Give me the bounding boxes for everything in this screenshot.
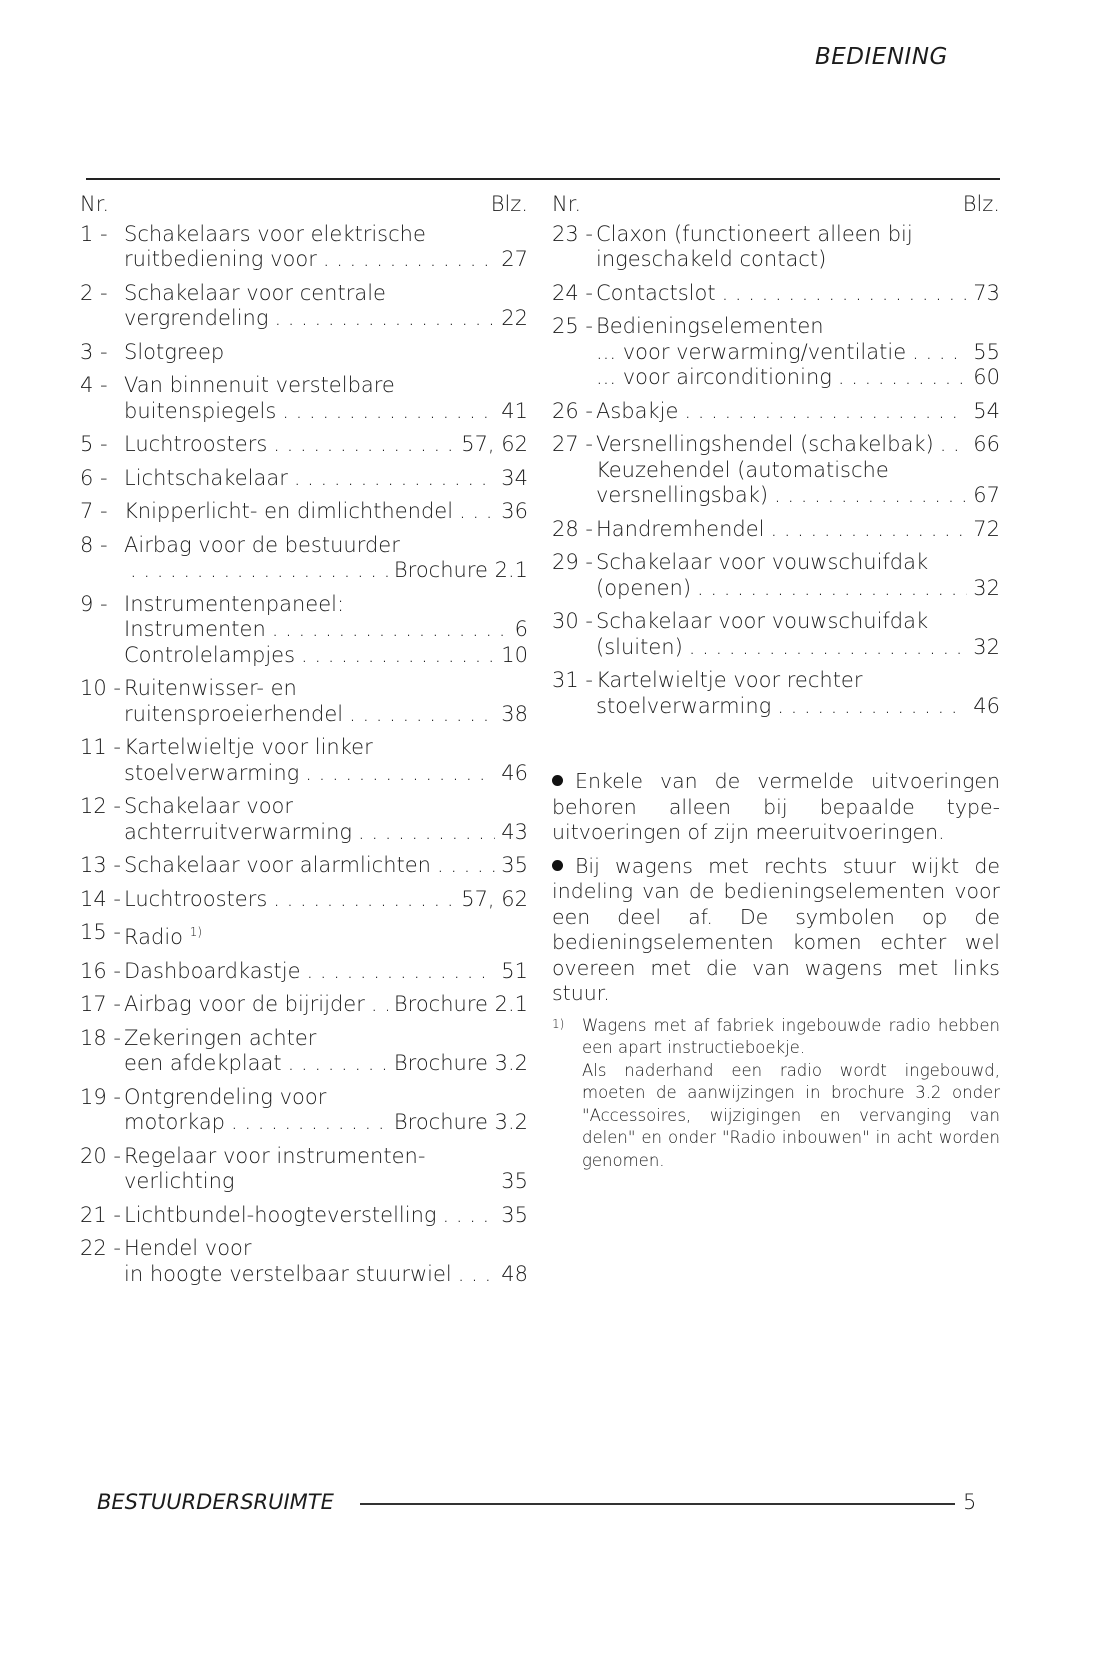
list-item <box>552 432 1000 509</box>
item-line <box>124 558 528 584</box>
list-item <box>80 959 528 985</box>
page-heading: Blz. <box>962 192 1000 216</box>
item-line <box>124 466 528 492</box>
item-line <box>596 576 1000 602</box>
item-text: buitenspiegels <box>124 398 277 423</box>
item-text: Instrumentenpaneel: <box>124 591 345 616</box>
right-column <box>552 192 1000 1172</box>
list-item <box>80 920 528 951</box>
item-number: 8 - <box>80 532 108 557</box>
item-line <box>124 887 528 913</box>
item-line <box>124 643 528 669</box>
item-lines <box>124 1144 528 1195</box>
item-line <box>124 959 528 985</box>
page-ref: 72 <box>973 516 1000 541</box>
item-text: Airbag voor de bestuurder <box>124 532 400 557</box>
item-text: Dashboardkastje <box>124 958 301 983</box>
item-line <box>124 432 528 458</box>
item-number: 2 - <box>80 280 108 305</box>
item-line <box>596 432 1000 458</box>
item-text: stoelverwarming <box>596 693 772 718</box>
item-line <box>596 399 1000 425</box>
item-text: Claxon (functioneert alleen bij <box>596 221 913 246</box>
item-number: 28 - <box>552 516 593 541</box>
list-item <box>80 1026 528 1077</box>
item-text: Kartelwieltje voor rechter <box>596 668 863 692</box>
list-item <box>80 1203 528 1229</box>
page-ref: 10 <box>501 642 528 667</box>
list-item <box>80 794 528 845</box>
item-text: Controlelampjes <box>124 642 296 667</box>
item-lines <box>124 920 528 951</box>
item-line <box>124 340 528 366</box>
item-text: (sluiten) <box>596 634 683 659</box>
item-lines <box>124 1085 528 1136</box>
item-lines <box>124 592 528 669</box>
page-ref: 60 <box>973 365 1000 389</box>
page-ref: 51 <box>501 958 528 983</box>
item-line <box>124 853 528 879</box>
page-ref: 35 <box>501 1169 528 1193</box>
item-line <box>124 306 528 332</box>
item-line <box>596 635 1000 661</box>
item-lines <box>124 887 528 913</box>
dot-leader <box>777 694 967 720</box>
item-lines <box>596 432 1000 509</box>
item-number: 24 - <box>552 280 593 305</box>
dot-leader <box>770 517 967 543</box>
item-lines <box>124 222 528 273</box>
item-lines <box>596 550 1000 601</box>
page-ref: 41 <box>501 398 528 423</box>
item-text: Van binnenuit verstelbare <box>124 373 395 397</box>
item-line <box>596 609 1000 635</box>
item-lines <box>124 373 528 424</box>
list-item <box>80 1236 528 1287</box>
item-lines <box>596 609 1000 660</box>
item-text: Airbag voor de bijrijder <box>124 992 365 1016</box>
dot-leader <box>912 340 967 366</box>
item-text: een afdekplaat <box>124 1051 282 1075</box>
list-item <box>80 373 528 424</box>
page-ref: 35 <box>501 1202 528 1227</box>
nr-heading: Nr. <box>80 192 110 216</box>
item-lines <box>124 853 528 879</box>
item-text: Hendel voor <box>124 1236 252 1260</box>
item-text: Knipperlicht- en dimlichthendel <box>124 499 454 523</box>
list-item <box>552 550 1000 601</box>
item-line <box>124 399 528 425</box>
item-line <box>596 340 1000 366</box>
column-header <box>552 192 1000 218</box>
item-lines <box>124 281 528 332</box>
item-text: Handremhendel <box>596 516 765 541</box>
dot-leader <box>684 399 967 425</box>
footnote-ref: 1) <box>189 925 203 939</box>
item-line <box>124 1203 528 1229</box>
dot-leader <box>443 1203 496 1229</box>
dot-leader <box>349 702 495 728</box>
list-item <box>552 222 1000 273</box>
list-item <box>552 609 1000 660</box>
item-line <box>596 281 1000 307</box>
page-ref: 32 <box>973 575 1000 600</box>
item-number: 21 - <box>80 1202 121 1227</box>
item-text: Regelaar voor instrumenten- <box>124 1143 426 1168</box>
item-text: Luchtroosters <box>124 432 268 456</box>
item-lines <box>124 466 528 492</box>
list-item <box>80 592 528 669</box>
dot-leader <box>323 247 495 273</box>
item-number: 11 - <box>80 735 121 759</box>
item-lines <box>124 1026 528 1077</box>
item-text: Contactslot <box>596 280 716 305</box>
dot-leader <box>940 432 968 458</box>
item-line <box>124 794 528 820</box>
item-lines <box>596 399 1000 425</box>
item-lines <box>596 314 1000 391</box>
page-ref: 73 <box>973 280 1000 305</box>
page-ref: 32 <box>973 634 1000 659</box>
item-line <box>124 222 528 248</box>
item-number: 1 - <box>80 221 108 246</box>
item-number: 16 - <box>80 958 121 983</box>
footnote-mark: 1) <box>552 1016 565 1031</box>
item-lines <box>124 533 528 584</box>
section-header: BEDIENING <box>815 44 948 70</box>
item-text: motorkap <box>124 1110 226 1134</box>
dot-leader <box>697 576 967 602</box>
dot-leader <box>307 959 496 985</box>
item-number: 14 - <box>80 886 121 911</box>
item-line <box>124 1026 528 1052</box>
item-line <box>124 1144 528 1170</box>
list-item <box>552 517 1000 543</box>
item-line <box>124 920 528 951</box>
dot-leader <box>459 499 495 525</box>
dot-leader <box>689 635 967 661</box>
item-text: ingeschakeld contact) <box>596 247 827 271</box>
item-text: Ruitenwisser- en <box>124 676 297 700</box>
item-line <box>124 617 528 643</box>
list-item <box>80 466 528 492</box>
page-ref: 38 <box>501 701 528 726</box>
item-text: Bedieningselementen <box>596 314 824 338</box>
list-item <box>80 853 528 879</box>
list-item <box>80 676 528 727</box>
item-line <box>596 550 1000 576</box>
item-text: Asbakje <box>596 398 679 423</box>
chapter-footer: BESTUURDERSRUIMTE <box>97 1490 334 1514</box>
item-line <box>124 1236 528 1262</box>
item-number: 7 - <box>80 499 108 523</box>
item-number: 31 - <box>552 668 593 692</box>
dot-leader <box>130 558 388 584</box>
item-line <box>124 499 528 525</box>
item-text: Keuzehendel (automatische <box>596 457 889 482</box>
item-line <box>596 365 1000 391</box>
item-lines <box>596 668 1000 719</box>
item-line <box>596 222 1000 248</box>
item-line <box>124 281 528 307</box>
item-text: ruitbediening voor <box>124 247 317 271</box>
item-line <box>124 247 528 273</box>
note-bullet: Bij wagens met rechts stuur wijkt de indeling van de bedieningselementen voor een deel af. De symbolen op de bedieningselementen komen echter wel overeen met die van wagens met links stuur. <box>552 853 1000 1005</box>
item-number: 13 - <box>80 853 121 877</box>
item-text: versnellingsbak) <box>596 483 769 507</box>
item-text: (openen) <box>596 575 692 600</box>
item-text: verlichting <box>124 1169 235 1193</box>
item-line <box>596 247 1000 273</box>
item-number: 27 - <box>552 432 593 456</box>
list-item <box>80 992 528 1018</box>
list-item <box>552 314 1000 391</box>
list-item <box>552 281 1000 307</box>
item-text: in hoogte verstelbaar stuurwiel <box>124 1261 452 1286</box>
bullet-icon <box>552 860 563 871</box>
dot-leader <box>722 281 968 307</box>
item-line <box>596 314 1000 340</box>
item-lines <box>124 432 528 458</box>
page-ref: 54 <box>973 398 1000 423</box>
item-lines <box>124 499 528 525</box>
control-list-right <box>552 222 1000 720</box>
item-text: Lichtschakelaar <box>124 465 288 490</box>
dot-leader <box>274 306 495 332</box>
item-line <box>124 702 528 728</box>
list-item <box>80 887 528 913</box>
item-line <box>124 533 528 559</box>
item-lines <box>124 1236 528 1287</box>
list-item <box>80 499 528 525</box>
control-list-left <box>80 222 528 1288</box>
item-text: Slotgreep <box>124 339 225 364</box>
footnote-text: Als naderhand een radio wordt ingebouwd, moeten de aanwijzingen in brochure 3.2 onder "Accessoires, wijzigingen en vervanging van delen" en onder "Radio inbouwen" in acht worden genomen. <box>582 1060 1000 1170</box>
list-item <box>80 281 528 332</box>
list-item <box>552 668 1000 719</box>
item-text: Luchtroosters <box>124 886 268 911</box>
page-ref: Brochure 3.2 <box>393 1051 528 1075</box>
item-text: ... voor airconditioning <box>596 365 832 389</box>
dot-leader <box>305 761 495 787</box>
item-number: 22 - <box>80 1236 121 1260</box>
item-line <box>596 694 1000 720</box>
item-line <box>124 1169 528 1195</box>
item-text: Schakelaar voor <box>124 794 294 818</box>
item-text: Kartelwieltje voor linker <box>124 735 373 759</box>
dot-leader <box>458 1262 496 1288</box>
item-line <box>124 592 528 618</box>
dot-leader <box>273 887 455 913</box>
dot-leader <box>301 643 495 669</box>
page-ref: 66 <box>973 432 1000 456</box>
item-line <box>596 483 1000 509</box>
list-item <box>552 399 1000 425</box>
item-number: 25 - <box>552 314 593 338</box>
item-number: 30 - <box>552 609 593 633</box>
item-lines <box>124 794 528 845</box>
page-ref: 35 <box>501 853 528 877</box>
page-ref: 46 <box>501 760 528 785</box>
spacer <box>235 1169 502 1195</box>
item-lines <box>596 281 1000 307</box>
item-number: 20 - <box>80 1143 121 1168</box>
item-line <box>124 761 528 787</box>
item-lines <box>596 517 1000 543</box>
item-lines <box>124 735 528 786</box>
item-line <box>124 735 528 761</box>
list-item <box>80 533 528 584</box>
page-number: 5 <box>963 1490 977 1514</box>
page-ref: 57, 62 <box>461 886 528 911</box>
item-text: ... voor verwarming/ventilatie <box>596 339 907 364</box>
item-text: Lichtbundel-hoogteverstelling <box>124 1202 437 1227</box>
list-item <box>80 340 528 366</box>
dot-leader <box>437 853 495 879</box>
item-number: 17 - <box>80 992 121 1016</box>
dot-leader <box>231 1110 388 1136</box>
dot-leader <box>282 399 495 425</box>
list-item <box>80 1144 528 1195</box>
item-number: 6 - <box>80 465 108 490</box>
page-ref: Brochure 3.2 <box>393 1110 528 1134</box>
item-number: 10 - <box>80 676 121 700</box>
item-text: Zekeringen achter <box>124 1025 317 1050</box>
item-text: Schakelaar voor vouwschuifdak <box>596 609 929 633</box>
notes <box>552 769 1000 1172</box>
list-item <box>80 735 528 786</box>
dot-leader <box>288 1051 388 1077</box>
item-line <box>596 668 1000 694</box>
dot-leader <box>838 365 967 391</box>
item-text: Schakelaar voor vouwschuifdak <box>596 550 929 574</box>
item-number: 23 - <box>552 221 593 246</box>
item-text: Versnellingshendel (schakelbak) <box>596 432 934 456</box>
nr-heading: Nr. <box>552 192 582 216</box>
list-item <box>80 222 528 273</box>
item-number: 15 - <box>80 920 121 944</box>
item-lines <box>124 676 528 727</box>
item-line <box>124 1110 528 1136</box>
footer-rule <box>360 1503 955 1505</box>
item-line <box>124 1262 528 1288</box>
item-number: 3 - <box>80 339 108 364</box>
item-number: 4 - <box>80 373 108 397</box>
item-number: 18 - <box>80 1025 121 1050</box>
item-text: Ontgrendeling voor <box>124 1084 327 1109</box>
item-lines <box>124 1203 528 1229</box>
dot-leader <box>774 483 967 509</box>
left-column <box>80 192 528 1295</box>
item-number: 9 - <box>80 591 108 616</box>
page-ref: Brochure 2.1 <box>393 558 528 582</box>
item-text: Instrumenten <box>124 617 266 641</box>
page-ref: 48 <box>501 1261 528 1286</box>
item-line <box>124 1085 528 1111</box>
item-lines <box>124 992 528 1018</box>
dot-leader <box>358 820 495 846</box>
item-text: Schakelaar voor centrale <box>124 280 386 305</box>
page-ref: 55 <box>973 339 1000 364</box>
column-header <box>80 192 528 218</box>
item-line <box>596 458 1000 484</box>
page-ref: 22 <box>501 306 528 330</box>
item-number: 26 - <box>552 398 593 423</box>
note-bullet: Enkele van de vermelde uitvoeringen behoren alleen bij bepaalde type-uitvoeringen of zijn meeruitvoeringen. <box>552 769 1000 844</box>
dot-leader <box>273 432 455 458</box>
item-number: 29 - <box>552 550 593 574</box>
page-heading: Blz. <box>490 192 528 216</box>
item-number: 12 - <box>80 794 121 818</box>
item-lines <box>596 222 1000 273</box>
page-ref: 6 <box>514 617 528 641</box>
item-text: Schakelaar voor alarmlichten <box>124 853 431 877</box>
page-ref: 46 <box>973 693 1000 718</box>
page-ref: 67 <box>973 483 1000 507</box>
dot-leader <box>294 466 495 492</box>
bullet-icon <box>552 775 563 786</box>
footnote-text: Wagens met af fabriek ingebouwde radio hebben een apart instructieboekje. <box>582 1015 1000 1057</box>
item-text: Radio $^{1)}$ <box>124 925 203 949</box>
item-text: ruitensproeierhendel <box>124 701 344 726</box>
item-line <box>124 992 528 1018</box>
list-item <box>80 1085 528 1136</box>
item-line <box>124 676 528 702</box>
top-rule <box>86 178 1000 180</box>
item-line <box>124 1051 528 1077</box>
page-ref: 27 <box>501 247 528 271</box>
page-ref: Brochure 2.1 <box>393 992 528 1016</box>
item-lines <box>124 959 528 985</box>
item-line <box>124 820 528 846</box>
dot-leader <box>272 617 509 643</box>
page-ref: 36 <box>501 499 528 523</box>
item-text: achterruitverwarming <box>124 819 353 844</box>
dot-leader <box>371 992 388 1018</box>
item-number: 5 - <box>80 432 108 456</box>
item-line <box>124 373 528 399</box>
footnote <box>552 1015 1000 1173</box>
item-lines <box>124 340 528 366</box>
page-ref: 57, 62 <box>461 432 528 456</box>
item-text: Schakelaars voor elektrische <box>124 221 426 246</box>
page-ref: 43 <box>501 819 528 844</box>
list-item <box>80 432 528 458</box>
item-text: vergrendeling <box>124 306 269 330</box>
item-number: 19 - <box>80 1084 121 1109</box>
item-line <box>596 517 1000 543</box>
item-text: stoelverwarming <box>124 760 300 785</box>
page-ref: 34 <box>501 465 528 490</box>
